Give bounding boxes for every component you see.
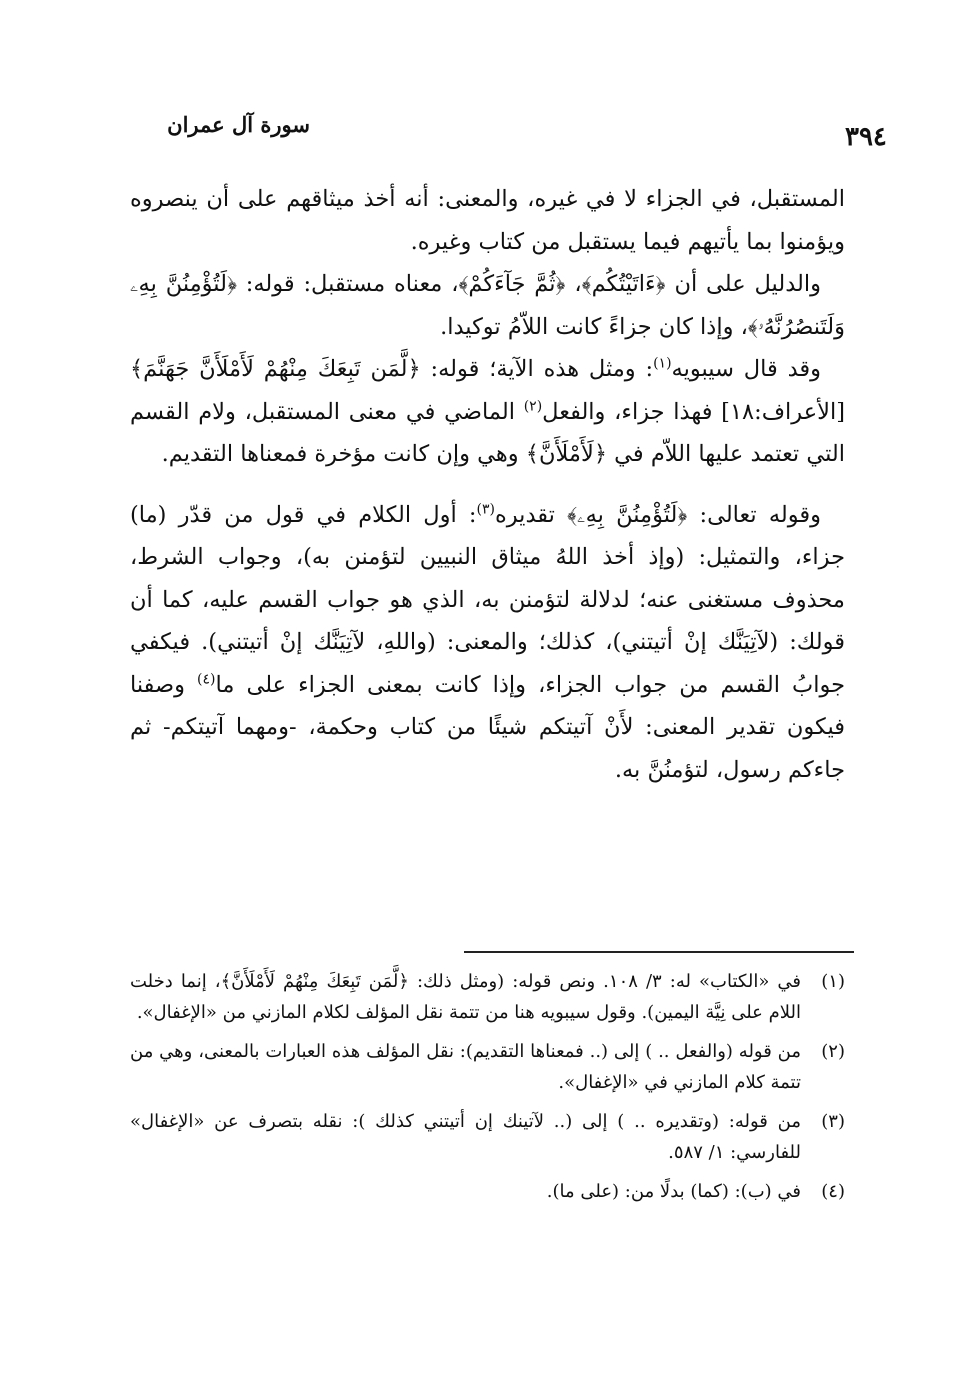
footnote-1 xyxy=(130,966,845,1028)
page-header xyxy=(0,100,975,160)
paragraph-4 xyxy=(130,494,845,792)
footnote-number: (١) xyxy=(821,971,845,992)
paragraph-4-text-b: : أول الكلام في قول من قدّر (ما) جزاء، والتمثيل: (وإذ أخذ اللهُ ميثاق النبيين لتؤمنن به)، وجواب الشرط، محذوف مستغنى عنه؛ لدلالة لتؤمنن به، الذي هو جواب القسم عليه، كما أن قولك: (لآتِيَنَّك إنْ أتيتني)، كذلك؛ والمعنى: (واللهِ، لآتِيَنَّك إنْ أتيتني). فيكفي جوابُ القسم من جواب الجزاء، وإذا كانت بمعنى الجزاء على ما xyxy=(130,501,845,698)
footnote-4 xyxy=(130,1176,845,1207)
footnote-divider xyxy=(464,951,854,953)
paragraph-2 xyxy=(130,263,845,348)
paragraph-4-text-a: وقوله تعالى: ﴿لَتُؤْمِنُنَّ بِهِۦ﴾ تقديره xyxy=(494,501,821,528)
footnote-3 xyxy=(130,1106,845,1168)
paragraph-3-text-b: : ومثل هذه الآية؛ قوله: ﴿لَّمَن تَبِعَكَ مِنْهُمْ لَأَمْلَأَنَّ جَهَنَّمَ﴾ [الأعراف:١٨] فهذا جزاء، والفعل xyxy=(130,356,845,425)
paragraph-2-text: والدليل على أن ﴿ءَاتَيْتُكُم﴾، ﴿ثُمَّ جَآءَكُمْ﴾، معناه مستقبل: قوله: ﴿لَتُؤْمِنُنَّ بِهِۦ وَلَتَنصُرُنَّهُۥ﴾، وإذا كان جزاءً كانت اللاّمُ توكيدا. xyxy=(130,271,845,340)
paragraph-1 xyxy=(130,178,845,263)
paragraph-1-text: المستقبل، في الجزاء لا في غيره، والمعنى: أنه أخذ ميثاقهم على أن ينصروه ويؤمنوا بما يأتيهم فيما يستقبل من كتاب وغيره. xyxy=(130,186,845,255)
paragraph-4-text-c: وصفنا فيكون تقدير المعنى: لأَنْ آتيتكم شيئًا من كتاب وحكمة، -ومهما آتيتكم- ثم جاءكم رسول، لتؤمنُنَّ به. xyxy=(130,671,845,783)
footnote-text: في «الكتاب» له: ٣/ ١٠٨. ونص قوله: (ومثل ذلك: ﴿لَّمَن تَبِعَكَ مِنْهُمْ لَأَمْلَأَنَّ﴾، إنما دخلت اللام على نِيَّة اليمين). وقول سيبويه هنا من تتمة نقل المؤلف لكلام المازني من «الإغفال». xyxy=(130,971,801,1023)
footnote-text: في (ب): (كما) بدلًا من: (على ما). xyxy=(546,1181,801,1202)
main-text xyxy=(130,178,845,791)
footnote-ref-1: (١) xyxy=(653,355,672,372)
footnote-number: (٣) xyxy=(821,1111,845,1132)
footnote-ref-2: (٢) xyxy=(523,398,543,414)
footnote-text: من قوله (والفعل .. ) إلى (.. فمعناها التقديم): نقل المؤلف هذه العبارات بالمعنى، وهي من تتمة كلام المازني في «الإغفال». xyxy=(130,1041,802,1093)
footnote-text: من قوله: (وتقديره .. ) إلى (.. لآتينك إن أتيتني كذلك ): نقله بتصرف عن «الإغفال» للفارسي: ١/ ٥٨٧. xyxy=(130,1111,801,1163)
footnote-ref-4: (٤) xyxy=(197,671,216,687)
paragraph-3 xyxy=(130,348,845,476)
footnote-number: (٢) xyxy=(821,1041,845,1062)
footnote-number: (٤) xyxy=(821,1181,845,1202)
paragraph-3-text-c: الماضي في معنى المستقبل، ولام القسم التي تعتمد عليها اللاّم في ﴿لَأَمْلَأَنَّ﴾ وهي وإن كانت مؤخرة فمعناها التقديم. xyxy=(130,398,845,467)
paragraph-3-text-a: وقد قال سيبويه xyxy=(671,356,821,382)
page-number: ٣٩٤ xyxy=(845,122,887,152)
footnote-2 xyxy=(130,1036,845,1098)
footnote-ref-3: (٣) xyxy=(476,501,495,517)
running-title: سورة آل عمران xyxy=(167,112,310,137)
footnotes xyxy=(130,966,845,1215)
